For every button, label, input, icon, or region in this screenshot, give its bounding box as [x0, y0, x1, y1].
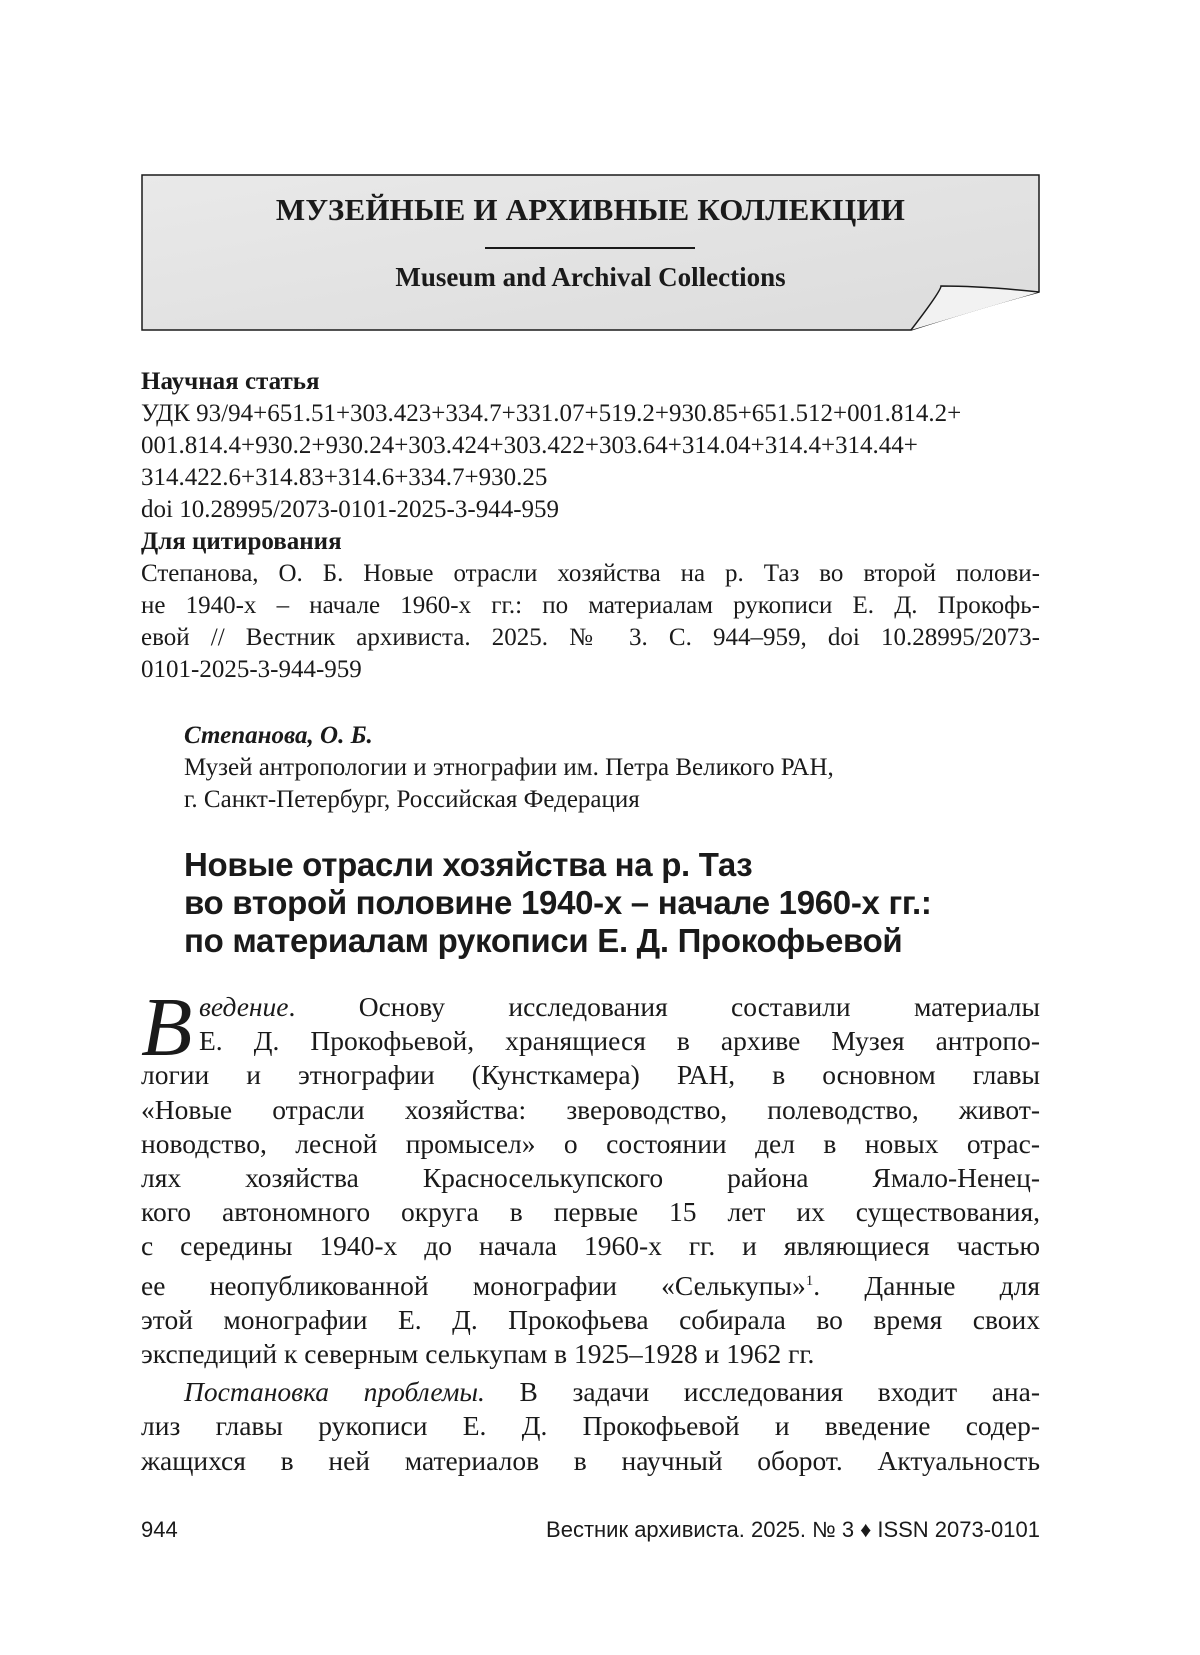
body-line: Е. Д. Прокофьевой, хранящиеся в архиве Музея антропо- — [199, 1025, 1040, 1057]
citation-line: 0101-2025-3-944-959 — [141, 656, 362, 683]
section-title-en: Museum and Archival Collections — [395, 262, 786, 292]
body-line: логии и этнографии (Кунсткамера) РАН, в основном главы — [141, 1059, 1040, 1091]
page-footer — [141, 1517, 1040, 1547]
body-line: «Новые отрасли хозяйства: звероводство, полеводство, живот- — [141, 1093, 1040, 1125]
body-line: этой монографии Е. Д. Прокофьева собирала во время своих — [141, 1303, 1040, 1335]
diamond-icon: ♦ — [860, 1517, 872, 1542]
body-text-fragment: ее неопубликованной монографии «Селькупы» — [141, 1269, 806, 1301]
article-title-line: по материалам рукописи Е. Д. Прокофьевой — [184, 922, 903, 959]
section-title-ru: МУЗЕЙНЫЕ И АРХИВНЫЕ КОЛЛЕКЦИИ — [275, 192, 906, 227]
body-line: кого автономного округа в первые 15 лет их существования, — [141, 1196, 1040, 1228]
body-line — [141, 1375, 1040, 1409]
article-title-line: во второй половине 1940-х – начале 1960-х гг.: — [184, 884, 932, 921]
udc-line: 314.422.6+314.83+314.6+334.7+930.25 — [141, 464, 548, 491]
section-header-box — [141, 174, 1040, 332]
body-line: экспедиций к северным селькупам в 1925–1928 и 1962 гг. — [141, 1338, 815, 1370]
body-line: жащихся в ней материалов в научный оборот. Актуальность — [141, 1444, 1040, 1476]
article-metadata — [141, 366, 1040, 686]
author-location: г. Санкт-Петербург, Российская Федерация — [184, 786, 640, 813]
page-number: 944 — [141, 1517, 178, 1542]
section-divider — [485, 247, 695, 249]
footer-journal-info — [546, 1517, 1040, 1543]
article-title — [184, 846, 1040, 960]
author-affiliation: Музей антропологии и этнографии им. Петра Великого РАН, — [184, 754, 834, 781]
citation-line: не 1940-х – начале 1960-х гг.: по материалам рукописи Е. Д. Прокофь- — [141, 592, 1040, 619]
body-text-fragment: . Данные для — [813, 1269, 1040, 1301]
body-line: с середины 1940-х до начала 1960-х гг. и являющиеся частью — [141, 1230, 1040, 1262]
citation-line: евой // Вестник архивиста. 2025. № 3. С. 944–959, doi 10.28995/2073- — [141, 624, 1040, 651]
drop-cap: В — [141, 981, 193, 1074]
body-line: новодство, лесной промысел» о состоянии дел в новых отрас- — [141, 1127, 1040, 1159]
body-text-fragment: . Основу исследования составили материалы — [288, 991, 1040, 1022]
doi[interactable]: doi 10.28995/2073-0101-2025-3-944-959 — [141, 496, 560, 523]
body-line: лиз главы рукописи Е. Д. Прокофьевой и введение содер- — [141, 1410, 1040, 1442]
citation-line: Степанова, О. Б. Новые отрасли хозяйства на р. Таз во второй полови- — [141, 560, 1040, 587]
author-name: Степанова, О. Б. — [184, 722, 373, 749]
problem-heading: Постановка проблемы. — [184, 1376, 485, 1408]
article-title-line: Новые отрасли хозяйства на р. Таз — [184, 846, 753, 883]
udc-line: УДК 93/94+651.51+303.423+334.7+331.07+519.2+930.85+651.512+001.814.2+ — [141, 400, 962, 427]
issn: ISSN 2073-0101 — [877, 1517, 1040, 1542]
footnote-mark[interactable]: 1 — [805, 1272, 814, 1289]
author-block — [184, 720, 1040, 816]
article-type: Научная статья — [141, 368, 320, 395]
body-text-fragment: В задачи исследования входит ана- — [484, 1376, 1040, 1408]
body-line — [141, 990, 1040, 1024]
body-line — [141, 1264, 1040, 1303]
article-body — [141, 981, 1040, 1478]
citation-label: Для цитирования — [141, 528, 342, 555]
udc-line: 001.814.4+930.2+930.24+303.424+303.422+303.64+314.04+314.4+314.44+ — [141, 432, 918, 459]
intro-heading: ведение — [199, 991, 289, 1022]
body-line: лях хозяйства Красноселькупского района Ямало-Ненец- — [141, 1162, 1040, 1194]
journal-name: Вестник архивиста. 2025. № 3 — [546, 1517, 855, 1542]
